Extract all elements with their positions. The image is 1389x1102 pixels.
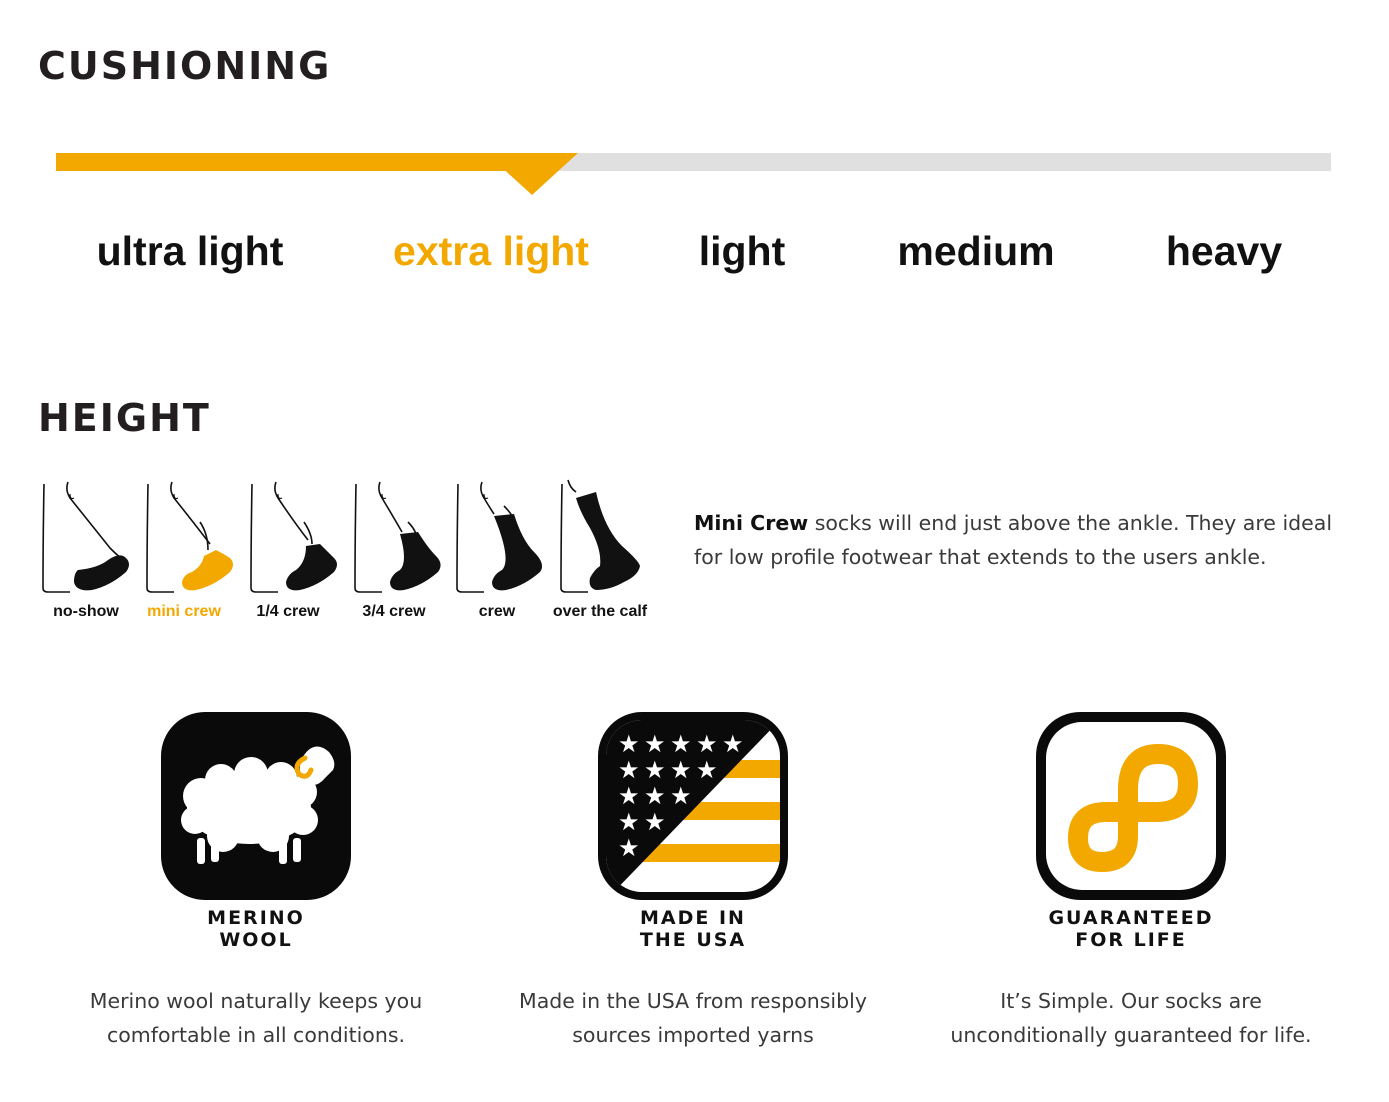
cushioning-title: CUSHIONING [38,44,332,88]
svg-text:★: ★ [618,808,640,836]
svg-text:★: ★ [722,730,744,758]
svg-text:★: ★ [696,730,718,758]
height-option-three-quarter-crew[interactable]: 3/4 crew [362,603,426,620]
height-option-no-show[interactable]: no-show [53,603,119,620]
cushion-option-light[interactable]: light [698,228,786,274]
height-option-over-the-calf[interactable]: over the calf [552,603,648,620]
svg-text:★: ★ [618,782,640,810]
svg-text:★: ★ [670,782,692,810]
infinity-icon [1036,712,1226,900]
merino-wool-text: Merino wool naturally keeps you comfortable in all conditions. [89,989,423,1047]
svg-text:★: ★ [618,756,640,784]
height-option-mini-crew[interactable]: mini crew [147,603,221,620]
svg-text:★: ★ [670,756,692,784]
guaranteed-for-life-title: GUARANTEED FOR LIFE [1048,907,1214,951]
height-description-text: socks will end just above the ankle. They are ideal for low profile footwear that extends to the users ankle. [694,511,1333,569]
cushion-option-extra-light[interactable]: extra light [393,228,589,274]
height-title: HEIGHT [38,396,211,440]
usa-flag-icon [598,712,788,900]
height-description [694,506,1334,574]
height-option-quarter-crew[interactable]: 1/4 crew [256,603,320,620]
guaranteed-for-life-text: It’s Simple. Our socks are unconditionally guaranteed for life. [950,989,1312,1047]
sheep-icon [161,712,351,900]
svg-text:★: ★ [644,782,666,810]
cushion-option-medium[interactable]: medium [897,228,1055,274]
made-in-usa-text: Made in the USA from responsibly sources imported yarns [519,989,867,1047]
height-description-bold: Mini Crew [694,511,809,535]
cushion-option-heavy[interactable]: heavy [1165,228,1283,274]
cushion-option-ultra-light[interactable]: ultra light [96,228,284,274]
merino-wool-title: MERINO WOOL [207,907,305,951]
svg-text:★: ★ [670,730,692,758]
svg-text:★: ★ [644,808,666,836]
cushioning-slider-fill [56,153,534,171]
svg-text:★: ★ [618,730,640,758]
svg-text:★: ★ [696,756,718,784]
svg-text:★: ★ [644,730,666,758]
svg-text:★: ★ [618,834,640,862]
made-in-usa-title: MADE IN THE USA [639,907,747,951]
height-option-crew[interactable]: crew [478,603,516,620]
svg-text:★: ★ [644,756,666,784]
cushioning-slider-track[interactable] [56,153,1331,171]
